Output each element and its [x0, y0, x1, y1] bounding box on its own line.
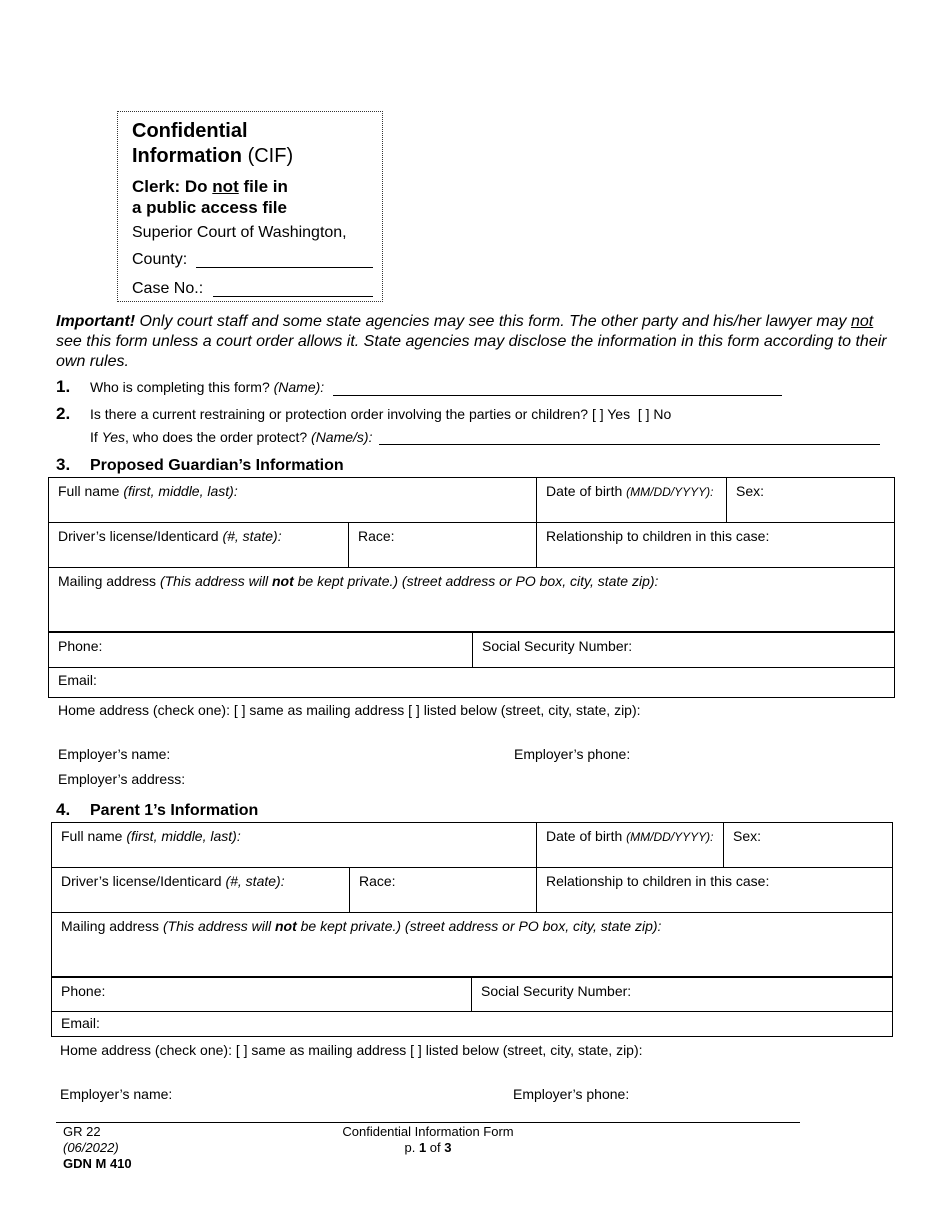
mailing-label: Mailing address	[58, 573, 157, 589]
parent1-full-name-field[interactable]	[52, 823, 537, 868]
guardian-ssn-field[interactable]	[473, 633, 895, 668]
mailing-not: not	[274, 918, 297, 934]
q2-followup-text: , who does the order protect?	[125, 429, 308, 445]
q2-followup	[90, 429, 372, 445]
clerk-text-2: file in	[238, 177, 288, 196]
title-line-1: Confidential	[132, 120, 248, 142]
ssn-label: Social Security Number:	[482, 638, 633, 654]
parent1-relationship-field[interactable]	[537, 868, 893, 913]
guardian-employer-address-label: Employer’s address:	[58, 771, 186, 787]
guardian-race-field[interactable]	[349, 523, 537, 568]
q1-hint: (Name):	[273, 379, 325, 395]
race-label: Race:	[358, 528, 395, 544]
footer-date: (06/2022)	[63, 1140, 119, 1155]
race-label: Race:	[359, 873, 396, 889]
parent1-contact-table	[51, 977, 893, 1037]
guardian-dob-field[interactable]	[537, 478, 727, 523]
footer-divider	[56, 1122, 800, 1123]
footer-title-block	[300, 1124, 556, 1156]
page-total: 3	[444, 1140, 452, 1155]
guardian-mailing-address-field[interactable]	[49, 568, 895, 632]
full-name-hint: (first, middle, last):	[123, 483, 238, 499]
section-4-number: 4.	[56, 800, 71, 819]
dob-label: Date of birth	[546, 483, 623, 499]
page-prefix: p.	[404, 1140, 419, 1155]
section-3-title-text: Proposed Guardian’s Information	[90, 457, 344, 474]
important-text: Only court staff and some state agencies may see this form. The other party and his/her lawyer may	[135, 313, 851, 330]
email-label: Email:	[61, 1015, 100, 1031]
guardian-home-address-options[interactable]: Home address (check one): [ ] same as mailing address [ ] listed below (street, city, state, zip):	[58, 702, 641, 718]
parent1-race-field[interactable]	[350, 868, 537, 913]
clerk-line-2: a public access file	[132, 198, 287, 217]
parent1-sex-field[interactable]	[724, 823, 893, 868]
q1-number: 1.	[56, 377, 71, 396]
page-of: of	[426, 1140, 445, 1155]
license-label: Driver’s license/Identicard	[61, 873, 222, 889]
q1-question	[90, 379, 324, 395]
q2-number: 2.	[56, 404, 71, 423]
form-title	[132, 119, 293, 169]
title-abbrev: (CIF)	[247, 145, 294, 167]
guardian-phone-field[interactable]	[49, 633, 473, 668]
section-4-title-text: Parent 1’s Information	[90, 802, 259, 819]
q2-names-input-line[interactable]	[379, 444, 880, 445]
guardian-full-name-field[interactable]	[49, 478, 537, 523]
county-label: County:	[132, 251, 188, 268]
mailing-hint-2: be kept private.) (street address or PO box, city, state zip):	[293, 573, 659, 589]
parent1-email-field[interactable]	[52, 1012, 893, 1037]
footer-form-info	[63, 1124, 132, 1172]
parent1-license-field[interactable]	[52, 868, 350, 913]
parent1-employer-name-label: Employer’s name:	[60, 1086, 173, 1102]
section-3-title	[56, 455, 344, 475]
license-hint: (#, state):	[222, 528, 282, 544]
relationship-label: Relationship to children in this case:	[546, 873, 770, 889]
footer-form-title: Confidential Information Form	[342, 1124, 514, 1139]
q2-followup-pre: If	[90, 429, 102, 445]
clerk-text: Clerk: Do	[132, 177, 213, 196]
q2-followup-hint: (Name/s):	[311, 429, 373, 445]
full-name-label: Full name	[58, 483, 120, 499]
q2-yes-checkbox[interactable]: [ ] Yes	[591, 406, 631, 422]
license-label: Driver’s license/Identicard	[58, 528, 219, 544]
dob-label: Date of birth	[546, 828, 623, 844]
page-num: 1	[418, 1140, 427, 1155]
dob-hint: (MM/DD/YYYY):	[626, 830, 714, 844]
guardian-sex-field[interactable]	[727, 478, 895, 523]
mailing-hint: (This address will	[159, 573, 272, 589]
clerk-not: not	[212, 177, 239, 196]
dob-hint: (MM/DD/YYYY):	[626, 485, 714, 499]
case-number-input-line[interactable]	[213, 296, 373, 297]
phone-label: Phone:	[58, 638, 103, 654]
important-notice	[56, 312, 896, 372]
guardian-employer-phone-label: Employer’s phone:	[514, 746, 631, 762]
title-line-2: Information	[132, 145, 242, 167]
q1-text: Who is completing this form?	[90, 379, 270, 395]
guardian-license-field[interactable]	[49, 523, 349, 568]
important-lead: Important!	[56, 313, 136, 330]
sex-label: Sex:	[733, 828, 762, 844]
footer-form-id: GDN M 410	[63, 1156, 132, 1171]
q1-name-input-line[interactable]	[333, 395, 782, 396]
important-text-2: see this form unless a court order allows it. State agencies may disclose the information in this form according to their own rules.	[56, 333, 887, 370]
parent1-phone-field[interactable]	[52, 978, 472, 1012]
full-name-label: Full name	[61, 828, 123, 844]
parent1-info-table	[51, 822, 893, 977]
guardian-relationship-field[interactable]	[537, 523, 895, 568]
mailing-label: Mailing address	[61, 918, 160, 934]
mailing-not: not	[271, 573, 294, 589]
guardian-email-field[interactable]	[49, 668, 895, 698]
parent1-home-address-options[interactable]: Home address (check one): [ ] same as mailing address [ ] listed below (street, city, state, zip):	[60, 1042, 643, 1058]
guardian-contact-table	[48, 632, 895, 698]
mailing-hint-2: be kept private.) (street address or PO box, city, state zip):	[296, 918, 662, 934]
sex-label: Sex:	[736, 483, 765, 499]
clerk-notice	[132, 176, 288, 218]
parent1-mailing-address-field[interactable]	[52, 913, 893, 977]
section-4-title	[56, 800, 258, 820]
license-hint: (#, state):	[225, 873, 285, 889]
guardian-info-table	[48, 477, 895, 632]
court-name: Superior Court of Washington,	[132, 224, 347, 241]
parent1-employer-phone-label: Employer’s phone:	[513, 1086, 630, 1102]
q2-followup-yes: Yes	[101, 429, 126, 445]
ssn-label: Social Security Number:	[481, 983, 632, 999]
relationship-label: Relationship to children in this case:	[546, 528, 770, 544]
mailing-hint: (This address will	[162, 918, 275, 934]
q2-no-checkbox[interactable]: [ ] No	[637, 406, 672, 422]
footer-rule: GR 22	[63, 1124, 101, 1139]
q2-text: Is there a current restraining or protection order involving the parties or children?	[90, 406, 589, 422]
section-3-number: 3.	[56, 455, 71, 474]
email-label: Email:	[58, 672, 97, 688]
guardian-employer-name-label: Employer’s name:	[58, 746, 171, 762]
important-not: not	[850, 313, 874, 330]
parent1-dob-field[interactable]	[537, 823, 724, 868]
case-number-label: Case No.:	[132, 280, 204, 297]
q2-question	[90, 406, 671, 422]
parent1-ssn-field[interactable]	[472, 978, 893, 1012]
full-name-hint: (first, middle, last):	[126, 828, 241, 844]
county-input-line[interactable]	[196, 267, 373, 268]
phone-label: Phone:	[61, 983, 106, 999]
footer-page-number	[300, 1140, 556, 1156]
